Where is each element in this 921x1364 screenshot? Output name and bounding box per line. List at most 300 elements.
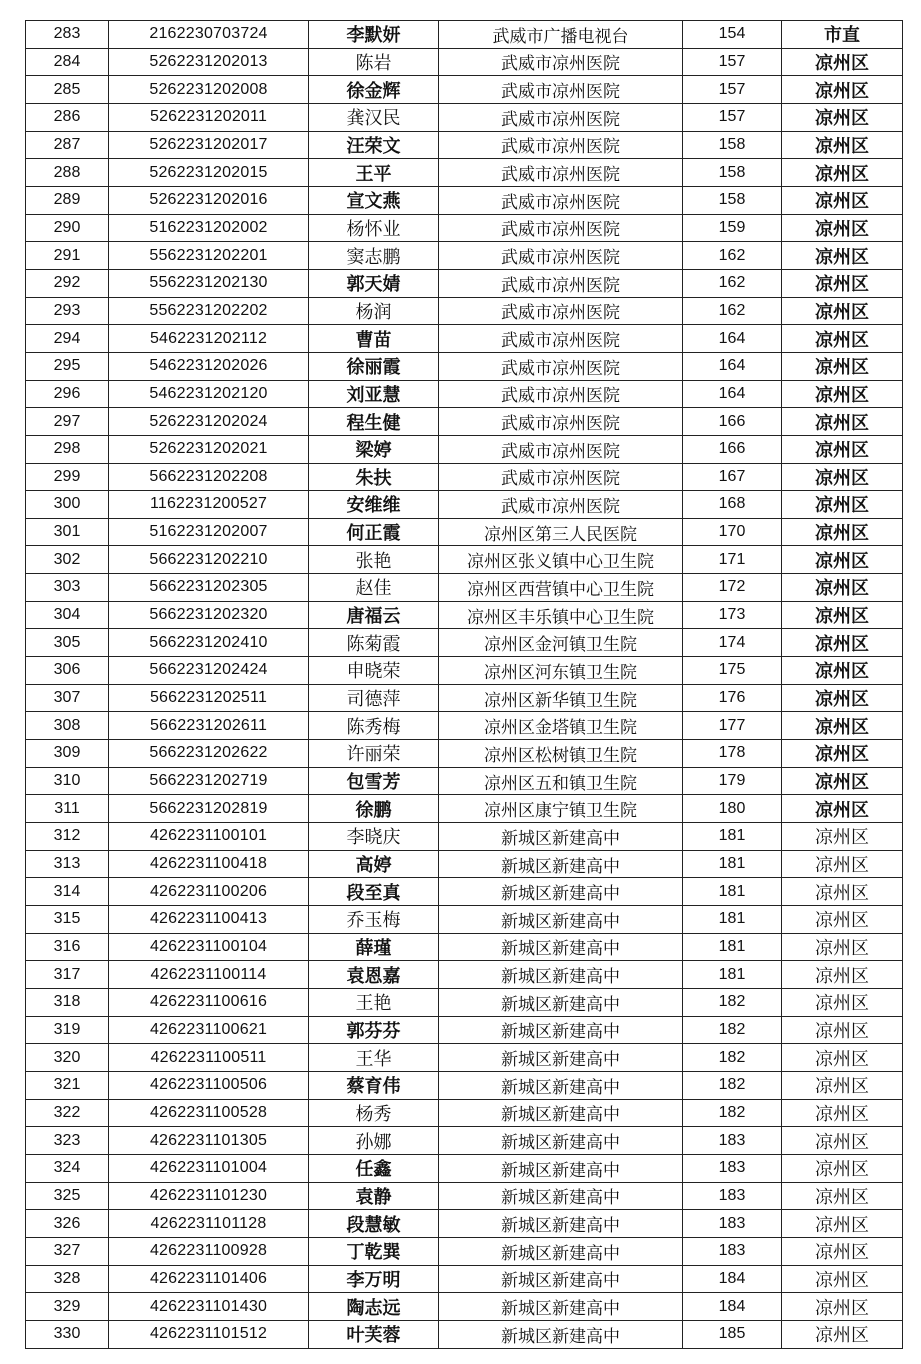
region-cell: 凉州区 [782, 1044, 903, 1072]
exam-ticket-cell: 4262231100101 [109, 823, 309, 851]
table-row [26, 463, 903, 491]
rank-cell: 182 [683, 1044, 782, 1072]
name-cell: 陈岩 [309, 48, 439, 76]
table-row [26, 1154, 903, 1182]
name-cell: 李默妍 [309, 21, 439, 49]
work-unit-cell: 凉州区五和镇卫生院 [439, 767, 683, 795]
table-row [26, 1237, 903, 1265]
rank-cell: 159 [683, 214, 782, 242]
table-row [26, 767, 903, 795]
work-unit-cell: 新城区新建高中 [439, 1210, 683, 1238]
rank-cell: 175 [683, 657, 782, 685]
table-row [26, 186, 903, 214]
region-cell: 凉州区 [782, 1237, 903, 1265]
rank-cell: 183 [683, 1182, 782, 1210]
region-cell: 凉州区 [782, 186, 903, 214]
rank-cell: 162 [683, 242, 782, 270]
table-row [26, 1127, 903, 1155]
table-row [26, 629, 903, 657]
row-index-cell: 321 [26, 1071, 109, 1099]
work-unit-cell: 武威市凉州医院 [439, 325, 683, 353]
table-row [26, 518, 903, 546]
exam-ticket-cell: 5162231202007 [109, 518, 309, 546]
rank-cell: 172 [683, 574, 782, 602]
table-row [26, 1210, 903, 1238]
rank-cell: 171 [683, 546, 782, 574]
work-unit-cell: 新城区新建高中 [439, 933, 683, 961]
exam-ticket-cell: 5662231202210 [109, 546, 309, 574]
table-row [26, 1044, 903, 1072]
row-index-cell: 318 [26, 988, 109, 1016]
name-cell: 徐金辉 [309, 76, 439, 104]
work-unit-cell: 武威市凉州医院 [439, 463, 683, 491]
work-unit-cell: 新城区新建高中 [439, 1127, 683, 1155]
exam-ticket-cell: 2162230703724 [109, 21, 309, 49]
region-cell: 凉州区 [782, 823, 903, 851]
row-index-cell: 301 [26, 518, 109, 546]
table-row [26, 435, 903, 463]
name-cell: 何正霞 [309, 518, 439, 546]
exam-ticket-cell: 4262231101430 [109, 1293, 309, 1321]
region-cell: 凉州区 [782, 103, 903, 131]
rank-cell: 183 [683, 1154, 782, 1182]
region-cell: 凉州区 [782, 1293, 903, 1321]
exam-ticket-cell: 5162231202002 [109, 214, 309, 242]
region-cell: 凉州区 [782, 325, 903, 353]
row-index-cell: 323 [26, 1127, 109, 1155]
name-cell: 杨秀 [309, 1099, 439, 1127]
name-cell: 朱扶 [309, 463, 439, 491]
exam-ticket-cell: 5662231202305 [109, 574, 309, 602]
rank-cell: 166 [683, 408, 782, 436]
rank-cell: 157 [683, 103, 782, 131]
table-row [26, 1320, 903, 1348]
rank-cell: 168 [683, 491, 782, 519]
table-row [26, 712, 903, 740]
name-cell: 段慧敏 [309, 1210, 439, 1238]
table-row [26, 988, 903, 1016]
exam-ticket-cell: 5262231202013 [109, 48, 309, 76]
region-cell: 凉州区 [782, 850, 903, 878]
table-row [26, 823, 903, 851]
work-unit-cell: 新城区新建高中 [439, 878, 683, 906]
name-cell: 高婷 [309, 850, 439, 878]
name-cell: 刘亚慧 [309, 380, 439, 408]
row-index-cell: 309 [26, 740, 109, 768]
name-cell: 申晓荣 [309, 657, 439, 685]
name-cell: 乔玉梅 [309, 906, 439, 934]
table-row [26, 850, 903, 878]
work-unit-cell: 凉州区张义镇中心卫生院 [439, 546, 683, 574]
row-index-cell: 283 [26, 21, 109, 49]
table-row [26, 878, 903, 906]
region-cell: 凉州区 [782, 740, 903, 768]
table-row [26, 269, 903, 297]
row-index-cell: 303 [26, 574, 109, 602]
row-index-cell: 315 [26, 906, 109, 934]
row-index-cell: 322 [26, 1099, 109, 1127]
exam-ticket-cell: 4262231101128 [109, 1210, 309, 1238]
row-index-cell: 289 [26, 186, 109, 214]
work-unit-cell: 凉州区松树镇卫生院 [439, 740, 683, 768]
region-cell: 凉州区 [782, 131, 903, 159]
work-unit-cell: 新城区新建高中 [439, 1016, 683, 1044]
table-row [26, 103, 903, 131]
exam-ticket-cell: 5562231202201 [109, 242, 309, 270]
name-cell: 徐鹏 [309, 795, 439, 823]
rank-cell: 182 [683, 988, 782, 1016]
rank-cell: 181 [683, 961, 782, 989]
work-unit-cell: 凉州区第三人民医院 [439, 518, 683, 546]
row-index-cell: 313 [26, 850, 109, 878]
name-cell: 郭芬芬 [309, 1016, 439, 1044]
exam-ticket-cell: 5662231202424 [109, 657, 309, 685]
rank-cell: 183 [683, 1210, 782, 1238]
work-unit-cell: 新城区新建高中 [439, 906, 683, 934]
rank-cell: 181 [683, 850, 782, 878]
work-unit-cell: 新城区新建高中 [439, 1044, 683, 1072]
work-unit-cell: 新城区新建高中 [439, 1099, 683, 1127]
row-index-cell: 285 [26, 76, 109, 104]
rank-cell: 182 [683, 1016, 782, 1044]
region-cell: 凉州区 [782, 352, 903, 380]
exam-ticket-cell: 4262231100413 [109, 906, 309, 934]
table-row [26, 740, 903, 768]
rank-cell: 158 [683, 131, 782, 159]
work-unit-cell: 武威市广播电视台 [439, 21, 683, 49]
work-unit-cell: 凉州区丰乐镇中心卫生院 [439, 601, 683, 629]
region-cell: 凉州区 [782, 491, 903, 519]
region-cell: 凉州区 [782, 906, 903, 934]
region-cell: 凉州区 [782, 712, 903, 740]
name-cell: 丁乾巽 [309, 1237, 439, 1265]
exam-ticket-cell: 4262231100511 [109, 1044, 309, 1072]
region-cell: 凉州区 [782, 380, 903, 408]
work-unit-cell: 武威市凉州医院 [439, 103, 683, 131]
exam-ticket-cell: 4262231101230 [109, 1182, 309, 1210]
row-index-cell: 290 [26, 214, 109, 242]
table-row [26, 1265, 903, 1293]
work-unit-cell: 新城区新建高中 [439, 1182, 683, 1210]
name-cell: 梁婷 [309, 435, 439, 463]
rank-cell: 164 [683, 352, 782, 380]
row-index-cell: 296 [26, 380, 109, 408]
region-cell: 凉州区 [782, 1071, 903, 1099]
row-index-cell: 312 [26, 823, 109, 851]
exam-ticket-cell: 4262231100206 [109, 878, 309, 906]
row-index-cell: 286 [26, 103, 109, 131]
work-unit-cell: 武威市凉州医院 [439, 48, 683, 76]
table-row [26, 214, 903, 242]
name-cell: 郭天婧 [309, 269, 439, 297]
region-cell: 凉州区 [782, 1182, 903, 1210]
rank-cell: 157 [683, 76, 782, 104]
table-row [26, 325, 903, 353]
name-cell: 杨润 [309, 297, 439, 325]
rank-cell: 181 [683, 906, 782, 934]
region-cell: 凉州区 [782, 1210, 903, 1238]
region-cell: 凉州区 [782, 1320, 903, 1348]
exam-ticket-cell: 4262231101004 [109, 1154, 309, 1182]
name-cell: 王艳 [309, 988, 439, 1016]
name-cell: 孙娜 [309, 1127, 439, 1155]
region-cell: 凉州区 [782, 878, 903, 906]
name-cell: 袁静 [309, 1182, 439, 1210]
region-cell: 凉州区 [782, 269, 903, 297]
table-row [26, 76, 903, 104]
name-cell: 陈秀梅 [309, 712, 439, 740]
table-row [26, 601, 903, 629]
rank-cell: 182 [683, 1071, 782, 1099]
region-cell: 凉州区 [782, 574, 903, 602]
name-cell: 曹苗 [309, 325, 439, 353]
name-cell: 李晓庆 [309, 823, 439, 851]
name-cell: 王平 [309, 159, 439, 187]
table-row [26, 131, 903, 159]
row-index-cell: 294 [26, 325, 109, 353]
table-row [26, 1182, 903, 1210]
rank-cell: 185 [683, 1320, 782, 1348]
work-unit-cell: 凉州区金塔镇卫生院 [439, 712, 683, 740]
row-index-cell: 293 [26, 297, 109, 325]
exam-ticket-cell: 5262231202015 [109, 159, 309, 187]
work-unit-cell: 武威市凉州医院 [439, 214, 683, 242]
exam-ticket-cell: 4262231100418 [109, 850, 309, 878]
row-index-cell: 310 [26, 767, 109, 795]
work-unit-cell: 凉州区康宁镇卫生院 [439, 795, 683, 823]
exam-ticket-cell: 5462231202112 [109, 325, 309, 353]
exam-ticket-cell: 5662231202819 [109, 795, 309, 823]
exam-ticket-cell: 5262231202008 [109, 76, 309, 104]
region-cell: 凉州区 [782, 76, 903, 104]
table-row [26, 546, 903, 574]
exam-ticket-cell: 5562231202202 [109, 297, 309, 325]
row-index-cell: 314 [26, 878, 109, 906]
work-unit-cell: 新城区新建高中 [439, 961, 683, 989]
rank-cell: 181 [683, 878, 782, 906]
name-cell: 徐丽霞 [309, 352, 439, 380]
work-unit-cell: 武威市凉州医院 [439, 380, 683, 408]
name-cell: 叶芙蓉 [309, 1320, 439, 1348]
exam-ticket-cell: 5462231202026 [109, 352, 309, 380]
work-unit-cell: 武威市凉州医院 [439, 76, 683, 104]
table-row [26, 574, 903, 602]
name-cell: 龚汉民 [309, 103, 439, 131]
work-unit-cell: 武威市凉州医院 [439, 408, 683, 436]
rank-cell: 174 [683, 629, 782, 657]
region-cell: 凉州区 [782, 1099, 903, 1127]
work-unit-cell: 武威市凉州医院 [439, 186, 683, 214]
region-cell: 凉州区 [782, 546, 903, 574]
exam-ticket-cell: 5662231202320 [109, 601, 309, 629]
row-index-cell: 308 [26, 712, 109, 740]
table-row [26, 21, 903, 49]
name-cell: 陶志远 [309, 1293, 439, 1321]
row-index-cell: 306 [26, 657, 109, 685]
region-cell: 凉州区 [782, 657, 903, 685]
name-cell: 汪荣文 [309, 131, 439, 159]
table-row [26, 684, 903, 712]
name-cell: 安维维 [309, 491, 439, 519]
table-row [26, 380, 903, 408]
row-index-cell: 287 [26, 131, 109, 159]
rank-cell: 154 [683, 21, 782, 49]
name-cell: 宣文燕 [309, 186, 439, 214]
work-unit-cell: 武威市凉州医院 [439, 159, 683, 187]
rank-cell: 184 [683, 1293, 782, 1321]
region-cell: 凉州区 [782, 297, 903, 325]
work-unit-cell: 武威市凉州医院 [439, 242, 683, 270]
exam-ticket-cell: 4262231100528 [109, 1099, 309, 1127]
rank-cell: 158 [683, 186, 782, 214]
work-unit-cell: 武威市凉州医院 [439, 269, 683, 297]
exam-ticket-cell: 4262231100104 [109, 933, 309, 961]
name-cell: 许丽荣 [309, 740, 439, 768]
row-index-cell: 311 [26, 795, 109, 823]
rank-cell: 177 [683, 712, 782, 740]
exam-ticket-cell: 5262231202016 [109, 186, 309, 214]
exam-ticket-cell: 5662231202208 [109, 463, 309, 491]
work-unit-cell: 新城区新建高中 [439, 850, 683, 878]
table-row [26, 906, 903, 934]
name-cell: 杨怀业 [309, 214, 439, 242]
work-unit-cell: 武威市凉州医院 [439, 491, 683, 519]
work-unit-cell: 新城区新建高中 [439, 823, 683, 851]
row-index-cell: 288 [26, 159, 109, 187]
work-unit-cell: 新城区新建高中 [439, 988, 683, 1016]
table-row [26, 48, 903, 76]
work-unit-cell: 新城区新建高中 [439, 1320, 683, 1348]
table-row [26, 408, 903, 436]
name-cell: 司德萍 [309, 684, 439, 712]
region-cell: 凉州区 [782, 463, 903, 491]
exam-ticket-cell: 4262231101406 [109, 1265, 309, 1293]
rank-cell: 166 [683, 435, 782, 463]
work-unit-cell: 新城区新建高中 [439, 1237, 683, 1265]
table-body [26, 21, 903, 1349]
row-index-cell: 320 [26, 1044, 109, 1072]
table-row [26, 491, 903, 519]
name-cell: 包雪芳 [309, 767, 439, 795]
row-index-cell: 325 [26, 1182, 109, 1210]
region-cell: 凉州区 [782, 684, 903, 712]
name-cell: 程生健 [309, 408, 439, 436]
exam-ticket-cell: 4262231101512 [109, 1320, 309, 1348]
region-cell: 市直 [782, 21, 903, 49]
exam-ticket-cell: 4262231100621 [109, 1016, 309, 1044]
rank-cell: 164 [683, 380, 782, 408]
row-index-cell: 329 [26, 1293, 109, 1321]
region-cell: 凉州区 [782, 795, 903, 823]
row-index-cell: 305 [26, 629, 109, 657]
table-row [26, 242, 903, 270]
name-cell: 任鑫 [309, 1154, 439, 1182]
row-index-cell: 291 [26, 242, 109, 270]
row-index-cell: 324 [26, 1154, 109, 1182]
region-cell: 凉州区 [782, 1154, 903, 1182]
exam-ticket-cell: 5662231202511 [109, 684, 309, 712]
table-row [26, 961, 903, 989]
row-index-cell: 295 [26, 352, 109, 380]
results-table [25, 20, 903, 1349]
exam-ticket-cell: 5262231202011 [109, 103, 309, 131]
row-index-cell: 298 [26, 435, 109, 463]
rank-cell: 183 [683, 1237, 782, 1265]
work-unit-cell: 武威市凉州医院 [439, 435, 683, 463]
region-cell: 凉州区 [782, 988, 903, 1016]
work-unit-cell: 武威市凉州医院 [439, 297, 683, 325]
rank-cell: 181 [683, 933, 782, 961]
rank-cell: 182 [683, 1099, 782, 1127]
rank-cell: 183 [683, 1127, 782, 1155]
row-index-cell: 307 [26, 684, 109, 712]
region-cell: 凉州区 [782, 214, 903, 242]
exam-ticket-cell: 5562231202130 [109, 269, 309, 297]
region-cell: 凉州区 [782, 159, 903, 187]
row-index-cell: 326 [26, 1210, 109, 1238]
row-index-cell: 284 [26, 48, 109, 76]
work-unit-cell: 凉州区金河镇卫生院 [439, 629, 683, 657]
rank-cell: 170 [683, 518, 782, 546]
rank-cell: 184 [683, 1265, 782, 1293]
table-row [26, 159, 903, 187]
region-cell: 凉州区 [782, 767, 903, 795]
row-index-cell: 304 [26, 601, 109, 629]
rank-cell: 164 [683, 325, 782, 353]
region-cell: 凉州区 [782, 961, 903, 989]
region-cell: 凉州区 [782, 933, 903, 961]
exam-ticket-cell: 5262231202024 [109, 408, 309, 436]
rank-cell: 176 [683, 684, 782, 712]
rank-cell: 158 [683, 159, 782, 187]
name-cell: 薛瑾 [309, 933, 439, 961]
table-row [26, 1016, 903, 1044]
table-row [26, 795, 903, 823]
row-index-cell: 319 [26, 1016, 109, 1044]
rank-cell: 179 [683, 767, 782, 795]
row-index-cell: 299 [26, 463, 109, 491]
exam-ticket-cell: 1162231200527 [109, 491, 309, 519]
region-cell: 凉州区 [782, 1127, 903, 1155]
row-index-cell: 302 [26, 546, 109, 574]
region-cell: 凉州区 [782, 48, 903, 76]
name-cell: 陈菊霞 [309, 629, 439, 657]
name-cell: 唐福云 [309, 601, 439, 629]
exam-ticket-cell: 5262231202017 [109, 131, 309, 159]
region-cell: 凉州区 [782, 408, 903, 436]
rank-cell: 178 [683, 740, 782, 768]
exam-ticket-cell: 5662231202719 [109, 767, 309, 795]
region-cell: 凉州区 [782, 629, 903, 657]
work-unit-cell: 凉州区河东镇卫生院 [439, 657, 683, 685]
work-unit-cell: 新城区新建高中 [439, 1071, 683, 1099]
table-row [26, 1293, 903, 1321]
work-unit-cell: 凉州区西营镇中心卫生院 [439, 574, 683, 602]
region-cell: 凉州区 [782, 1265, 903, 1293]
table-row [26, 657, 903, 685]
table-row [26, 352, 903, 380]
name-cell: 窦志鹏 [309, 242, 439, 270]
exam-ticket-cell: 5662231202410 [109, 629, 309, 657]
region-cell: 凉州区 [782, 601, 903, 629]
exam-ticket-cell: 5262231202021 [109, 435, 309, 463]
table-row [26, 933, 903, 961]
name-cell: 赵佳 [309, 574, 439, 602]
exam-ticket-cell: 5462231202120 [109, 380, 309, 408]
work-unit-cell: 新城区新建高中 [439, 1154, 683, 1182]
row-index-cell: 297 [26, 408, 109, 436]
row-index-cell: 316 [26, 933, 109, 961]
